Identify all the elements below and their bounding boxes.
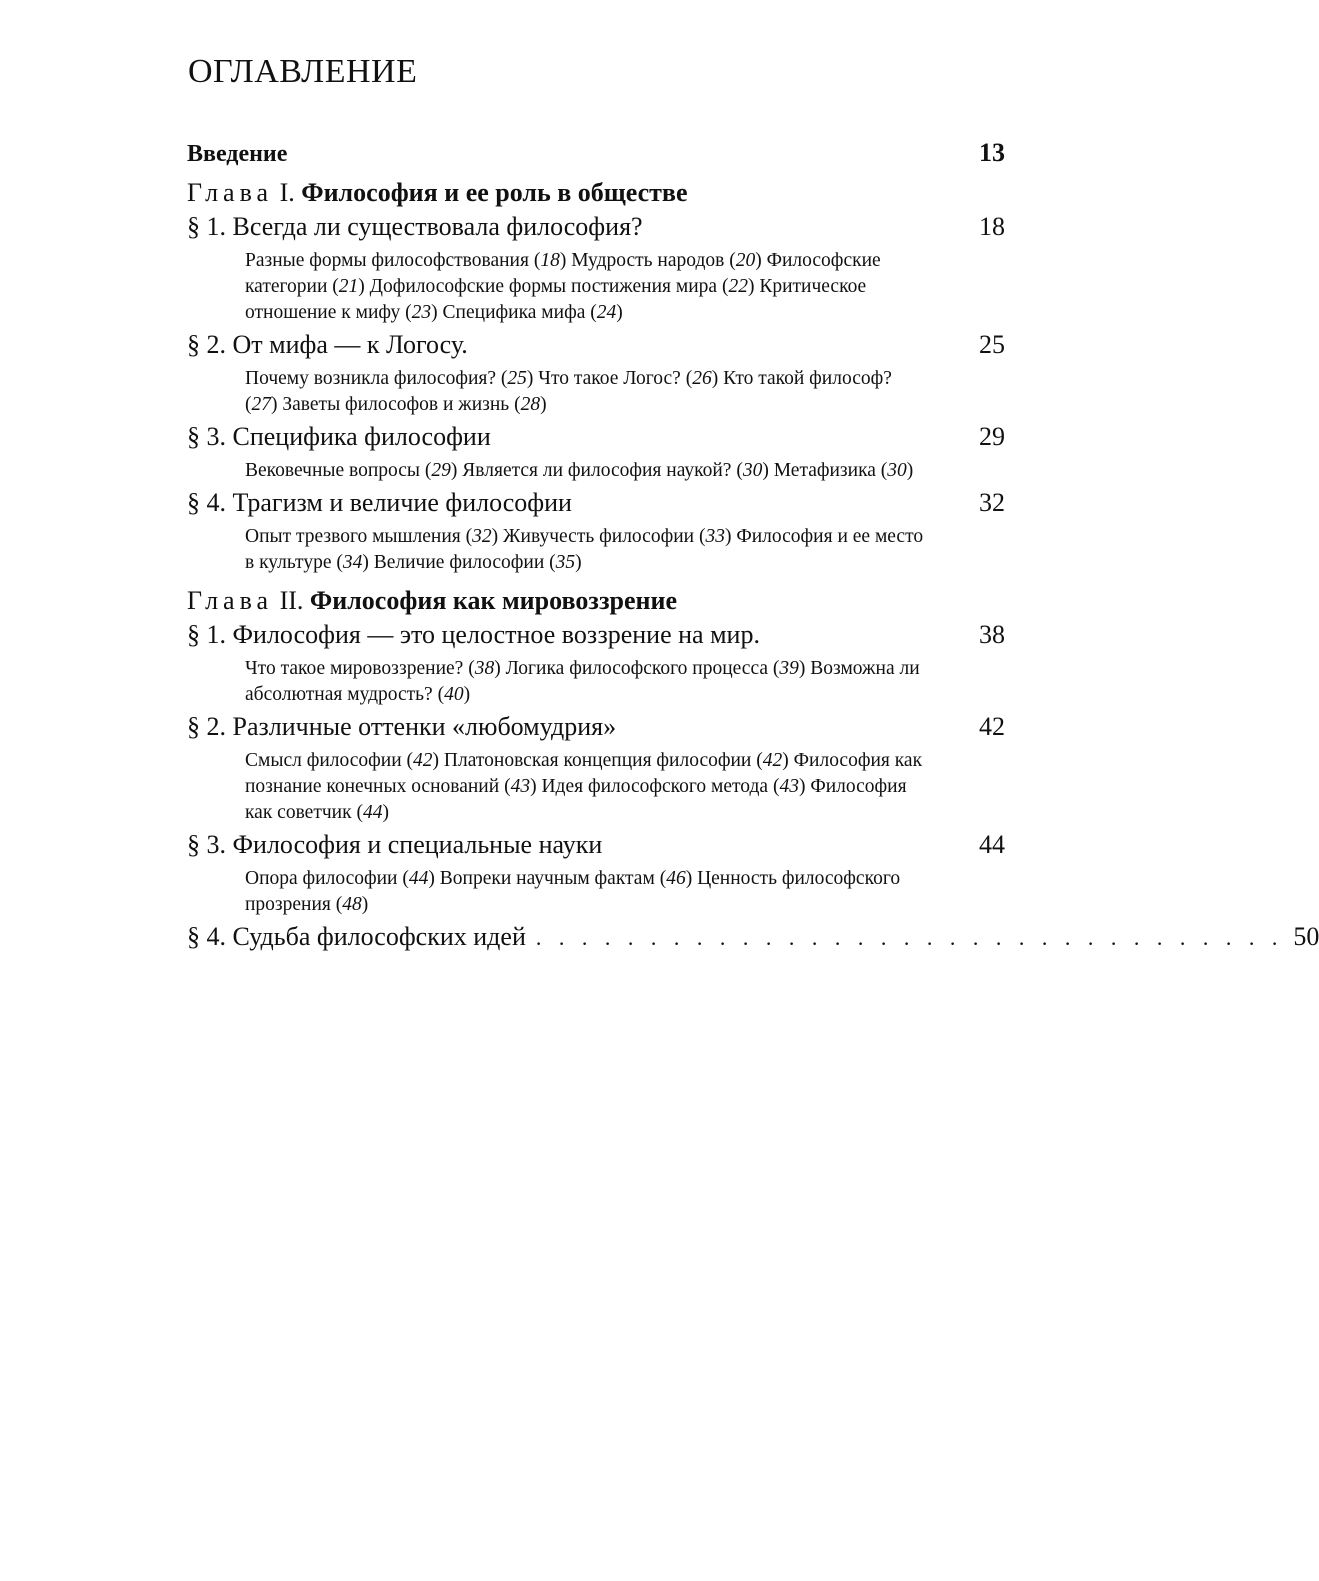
subtopic-title: Мудрость народов [571, 250, 725, 271]
page-number: 32 [979, 488, 1005, 517]
toc-entry-section[interactable] [187, 212, 1005, 242]
subtopic-title: Философия и ее место в культуре [245, 526, 924, 573]
subtopic-item[interactable]: Является ли философия наукой? (30) [462, 460, 769, 481]
entry-label: § 4. Трагизм и величие философии [187, 488, 572, 517]
entry-label: § 1. Всегда ли существовала философия? [187, 212, 643, 241]
page-number: 38 [979, 620, 1005, 649]
entry-label: § 2. От мифа — к Логосу. [187, 330, 468, 359]
subtopic-title: Опыт трезвого мышления [245, 526, 461, 547]
chapter-word: Глава [187, 586, 274, 615]
subtopic-item[interactable]: Почему возникла философия? (25) [245, 368, 534, 389]
subtopic-title: Специфика мифа [442, 302, 586, 323]
subtopic-title: Почему возникла философия? [245, 368, 497, 389]
subtopic-title: Ценность философского прозрения [245, 868, 901, 915]
subtopics [245, 524, 925, 576]
subtopic-item[interactable]: Философия как советчик (44) [245, 776, 907, 823]
toc-entry-section[interactable] [187, 620, 1005, 650]
subtopic-item[interactable]: Ценность философского прозрения (48) [245, 868, 901, 915]
subtopic-item[interactable]: Опыт трезвого мышления (32) [245, 526, 499, 547]
subtopic-item[interactable]: Вопреки научным фактам (46) [439, 868, 693, 889]
subtopic-item[interactable]: Возможна ли абсолютная мудрость? (40) [245, 658, 920, 705]
subtopic-page: 46 [666, 868, 686, 889]
subtopic-item[interactable]: Метафизика (30) [773, 460, 914, 481]
subtopic-title: Живучесть философии [503, 526, 695, 547]
subtopic-item[interactable]: Специфика мифа (24) [442, 302, 623, 323]
chapter-word: Глава [187, 178, 274, 207]
subtopic-title: Критическое отношение к мифу [245, 276, 867, 323]
subtopics [245, 866, 925, 918]
subtopic-item[interactable]: Критическое отношение к мифу (23) [245, 276, 867, 323]
subtopic-title: Заветы философов и жизнь [282, 394, 510, 415]
subtopic-title: Смысл философии [245, 750, 402, 771]
subtopic-title: Философские категории [245, 250, 881, 297]
subtopic-item[interactable]: Мудрость народов (20) [571, 250, 762, 271]
toc-entry-intro[interactable] [187, 138, 1005, 168]
subtopic-item[interactable]: Что такое мировоззрение? (38) [245, 658, 501, 679]
subtopic-title: Вопреки научным фактам [439, 868, 655, 889]
chapter-name: Философия и ее роль в обществе [301, 178, 688, 207]
subtopic-title: Возможна ли абсолютная мудрость? [245, 658, 920, 705]
subtopic-title: Разные формы философствования [245, 250, 529, 271]
subtopic-item[interactable]: Опора философии (44) [245, 868, 435, 889]
subtopic-item[interactable]: Философия как познание конечных оснований (43) [245, 750, 923, 797]
toc-entry-section[interactable] [187, 488, 1005, 518]
subtopic-item[interactable]: Величие философии (35) [373, 552, 582, 573]
subtopic-title: Метафизика [773, 460, 876, 481]
subtopic-page: 30 [887, 460, 907, 481]
subtopic-page: 18 [540, 250, 560, 271]
subtopic-title: Опора философии [245, 868, 398, 889]
subtopic-title: Величие философии [373, 552, 545, 573]
subtopic-item[interactable]: Философия и ее место в культуре (34) [245, 526, 924, 573]
subtopic-page: 43 [510, 776, 531, 797]
entry-label: § 3. Философия и специальные науки [187, 830, 603, 859]
chapter-number: I. [279, 178, 295, 207]
subtopic-page: 22 [728, 276, 748, 297]
page-number: 13 [979, 138, 1005, 167]
subtopic-title: Что такое мировоззрение? [245, 658, 464, 679]
subtopic-page: 35 [555, 552, 576, 573]
subtopic-page: 32 [472, 526, 492, 547]
toc-entry-section[interactable] [187, 830, 1005, 860]
chapter-heading [187, 178, 1005, 208]
subtopic-title: Вековечные вопросы [245, 460, 421, 481]
chapter-heading [187, 586, 1005, 616]
subtopic-page: 20 [735, 250, 756, 271]
subtopic-page: 28 [520, 394, 541, 415]
subtopic-page: 44 [362, 802, 383, 823]
page-title: ОГЛАВЛЕНИЕ [188, 52, 418, 90]
page-number: 29 [979, 422, 1005, 451]
entry-label: § 1. Философия — это целостное воззрение на мир. [187, 620, 760, 649]
entry-label: § 4. Судьба философских идей [187, 922, 526, 951]
subtopic-item[interactable]: Платоновская концепция философии (42) [443, 750, 789, 771]
subtopic-title: Платоновская концепция философии [443, 750, 752, 771]
page-number: 18 [979, 212, 1005, 241]
subtopic-title: Идея философского метода [541, 776, 769, 797]
subtopic-item[interactable]: Вековечные вопросы (29) [245, 460, 458, 481]
subtopic-item[interactable]: Идея философского метода (43) [541, 776, 806, 797]
subtopic-title: Дофилософские формы постижения мира [369, 276, 718, 297]
subtopic-title: Философия как советчик [245, 776, 907, 823]
page-number: 42 [979, 712, 1005, 741]
subtopic-page: 42 [762, 750, 783, 771]
chapter-number: II. [279, 586, 304, 615]
subtopics [245, 366, 925, 418]
subtopic-page: 30 [742, 460, 763, 481]
chapter-name: Философия как мировоззрение [309, 586, 678, 615]
subtopic-page: 48 [342, 894, 362, 915]
subtopic-page: 27 [251, 394, 271, 415]
subtopics [245, 458, 925, 484]
entry-label: § 2. Различные оттенки «любомудрия» [187, 712, 617, 741]
subtopics [245, 248, 925, 326]
subtopic-title: Логика философского процесса [505, 658, 769, 679]
subtopic-page: 38 [474, 658, 495, 679]
subtopic-item[interactable]: Смысл философии (42) [245, 750, 440, 771]
subtopic-page: 21 [338, 276, 359, 297]
subtopic-page: 43 [779, 776, 799, 797]
subtopic-page: 34 [342, 552, 363, 573]
toc-entry-section[interactable] [187, 422, 1005, 452]
entry-label: Введение [187, 141, 288, 167]
entry-label: § 3. Специфика философии [187, 422, 491, 451]
subtopic-item[interactable]: Кто такой философ? (27) [245, 368, 892, 415]
subtopic-title: Является ли философия наукой? [462, 460, 732, 481]
subtopic-item[interactable]: Что такое Логос? (26) [538, 368, 719, 389]
table-of-contents [187, 138, 1319, 952]
subtopic-page: 44 [408, 868, 429, 889]
subtopic-item[interactable]: Логика философского процесса (39) [505, 658, 806, 679]
subtopic-item[interactable]: Заветы философов и жизнь (28) [282, 394, 547, 415]
toc-entry-section[interactable] [187, 922, 1319, 952]
subtopics [245, 748, 925, 826]
subtopic-title: Что такое Логос? [538, 368, 681, 389]
subtopic-page: 40 [444, 684, 464, 705]
page-number: 25 [979, 330, 1005, 359]
subtopic-item[interactable]: Дофилософские формы постижения мира (22) [369, 276, 755, 297]
subtopic-title: Философия как познание конечных оснований [245, 750, 923, 797]
subtopic-page: 25 [507, 368, 527, 389]
subtopic-page: 24 [596, 302, 617, 323]
toc-entry-section[interactable] [187, 712, 1005, 742]
subtopic-page: 39 [779, 658, 799, 679]
subtopic-item[interactable]: Живучесть философии (33) [503, 526, 732, 547]
subtopic-page: 29 [431, 460, 451, 481]
subtopic-item[interactable]: Философские категории (21) [245, 250, 881, 297]
subtopic-item[interactable]: Разные формы философствования (18) [245, 250, 567, 271]
subtopic-title: Кто такой философ? [723, 368, 892, 389]
subtopics [245, 656, 925, 708]
subtopic-page: 23 [411, 302, 432, 323]
page-number: 44 [979, 830, 1005, 859]
subtopic-page: 26 [692, 368, 712, 389]
subtopic-page: 33 [705, 526, 725, 547]
page-number: 50 [1293, 922, 1319, 951]
subtopic-page: 42 [413, 750, 433, 771]
dot-leader: . . . . . . . . . . . . . . . . . . . . . . . . . . . . . . . . . [535, 925, 1284, 950]
toc-entry-section[interactable] [187, 330, 1005, 360]
